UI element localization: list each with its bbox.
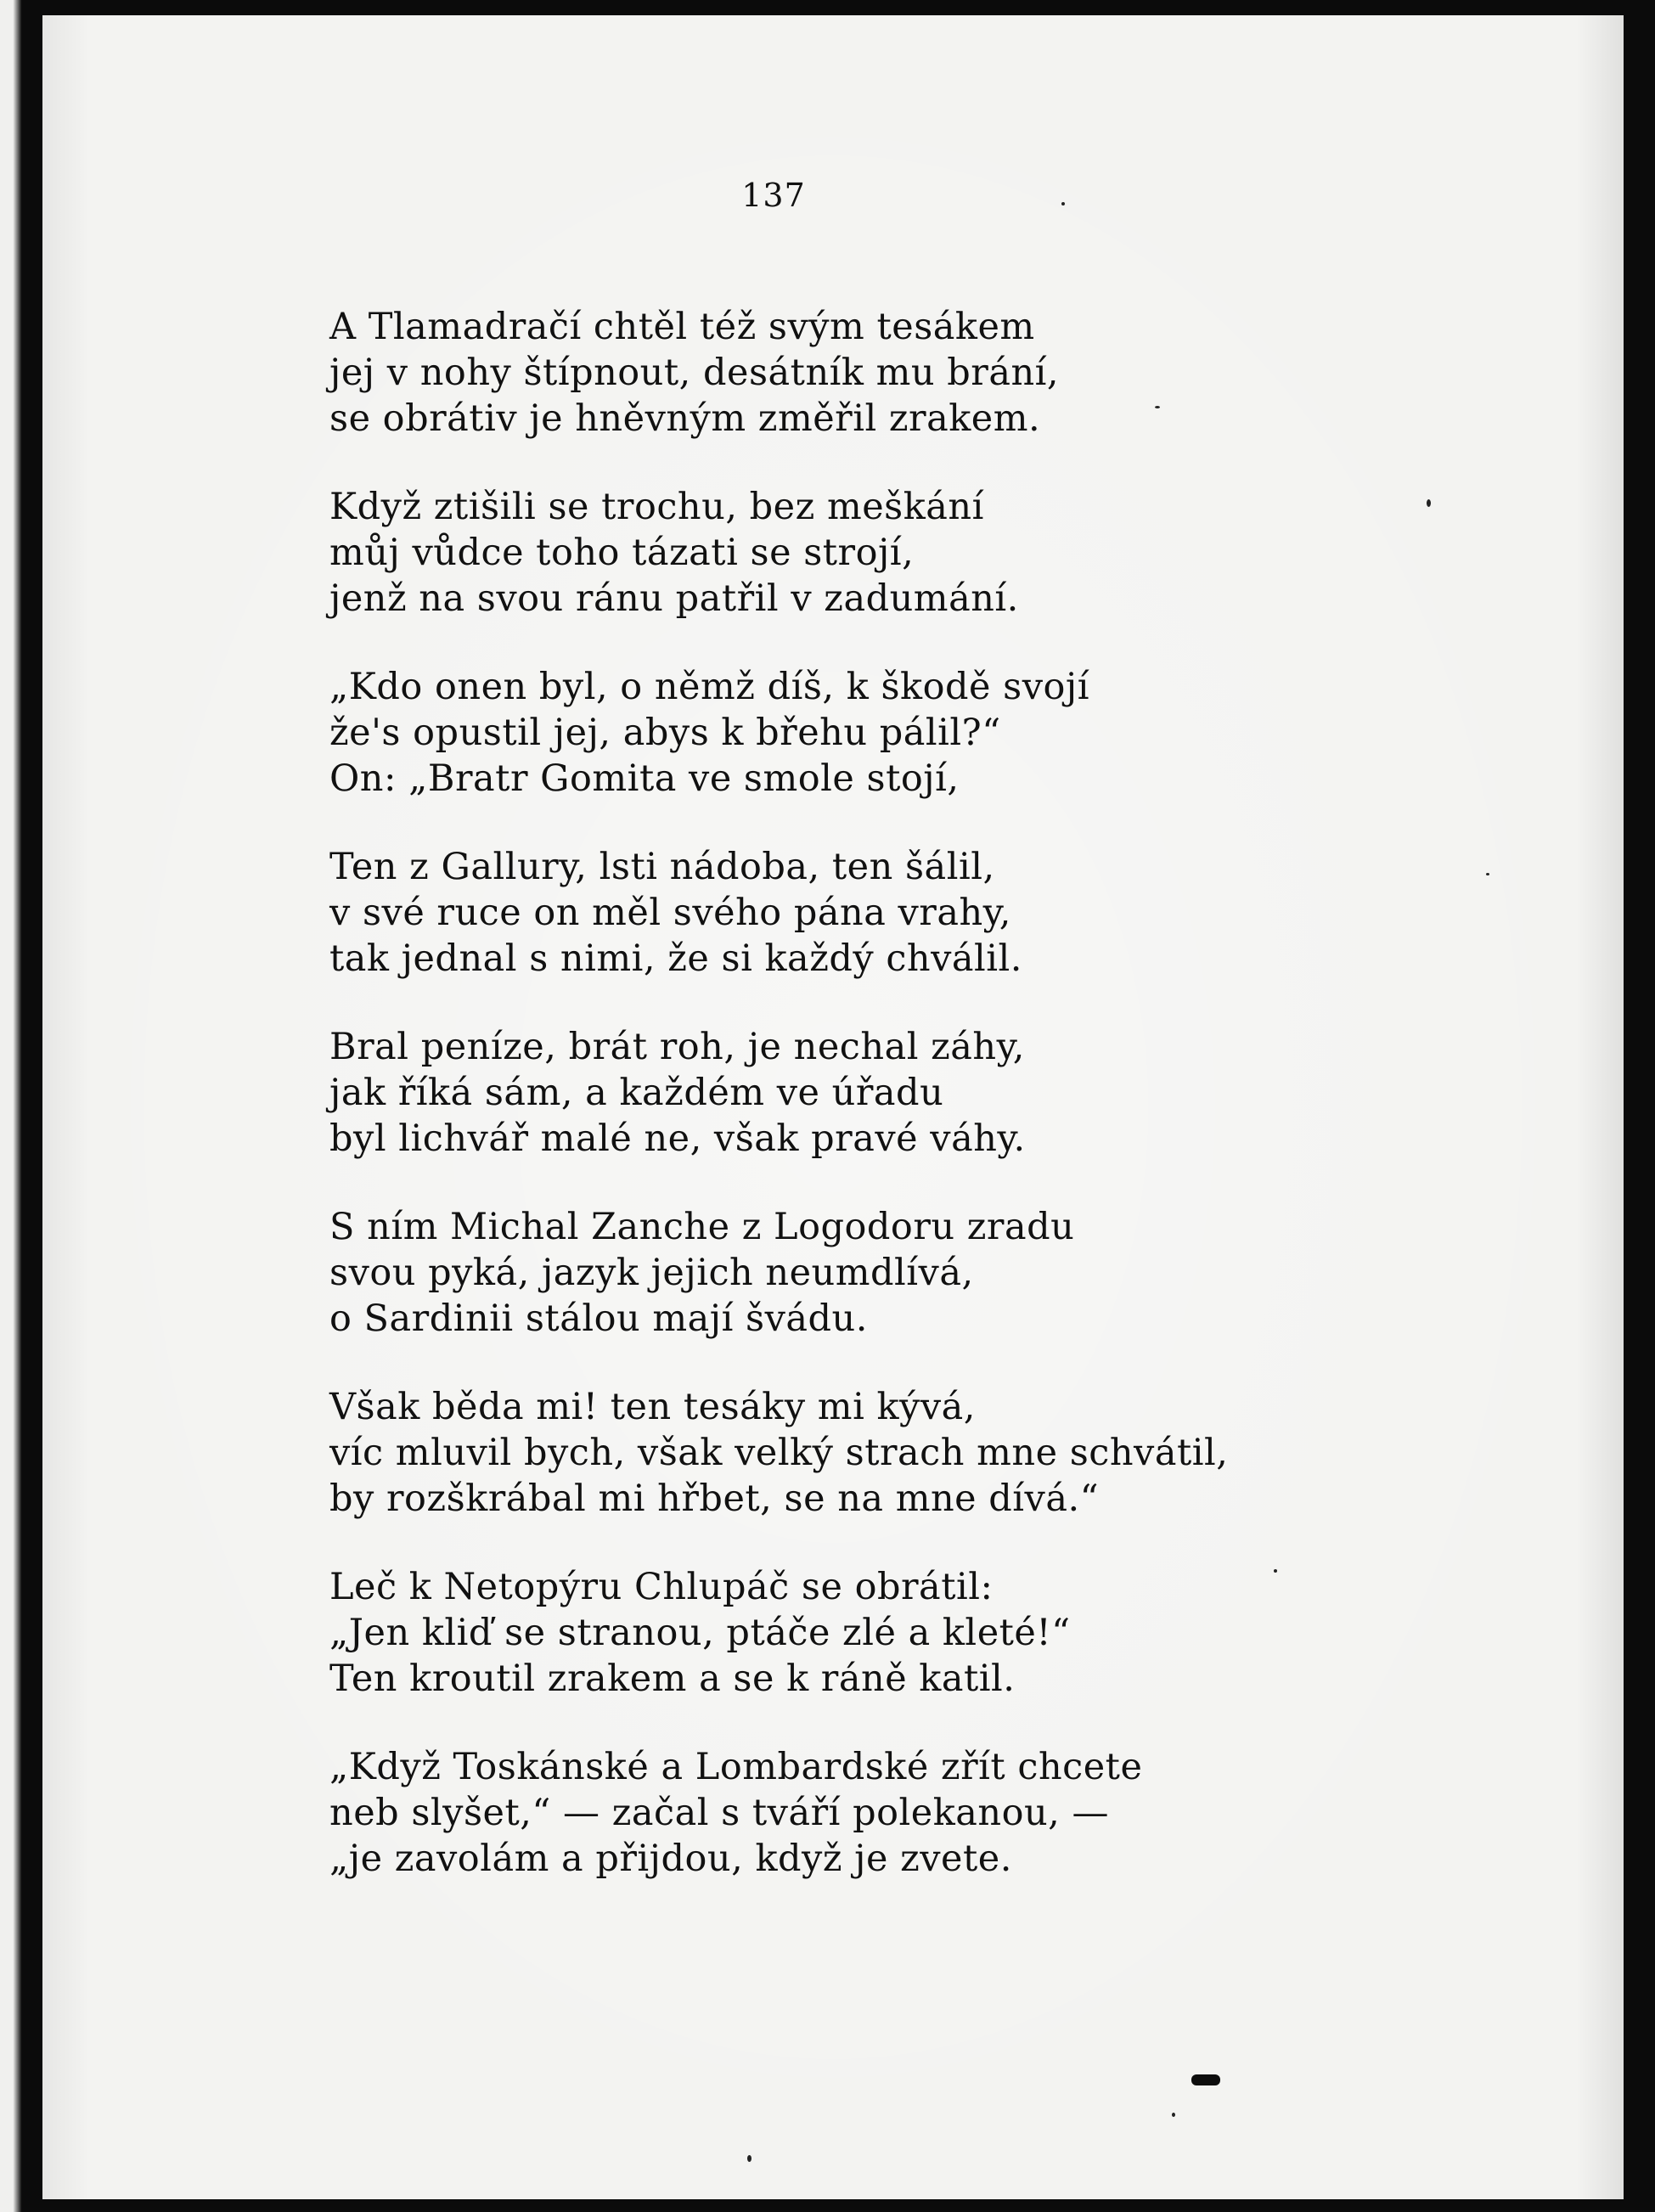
dust-speck — [1427, 499, 1431, 507]
poem-text — [329, 304, 1348, 1924]
verse-line: Však běda mi! ten tesáky mi kývá, — [329, 1386, 976, 1428]
verse-line: jak říká sám, a každém ve úřadu — [329, 1072, 944, 1114]
verse-line: Ten kroutil zrakem a se k ráně katil. — [329, 1658, 1016, 1700]
verse-line: se obrátiv je hněvným změřil zrakem. — [329, 397, 1041, 440]
verse-line: svou pyká, jazyk jejich neumdlívá, — [329, 1252, 974, 1294]
verse-line: Ten z Gallury, lsti nádoba, ten šálil, — [329, 846, 995, 888]
verse-line: jenž na svou ránu patřil v zadumání. — [329, 577, 1019, 620]
verse-line: tak jednal s nimi, že si každý chválil. — [329, 937, 1022, 980]
verse-line: On: „Bratr Gomita ve smole stojí, — [329, 757, 960, 800]
verse-line: že's opustil jej, abys k břehu pálil?“ — [329, 712, 1001, 754]
verse-line: můj vůdce toho tázati se strojí, — [329, 532, 915, 574]
stanza — [329, 1384, 1348, 1522]
dust-speck — [1061, 202, 1065, 205]
verse-line: „Kdo onen byl, o němž díš, k škodě svojí — [329, 666, 1089, 708]
page-binding-edge — [0, 0, 29, 2212]
dust-speck — [1486, 873, 1489, 875]
verse-line: by rozškrábal mi hřbet, se na mne dívá.“ — [329, 1477, 1100, 1520]
verse-line: Leč k Netopýru Chlupáč se obrátil: — [329, 1566, 994, 1608]
verse-line: jej v nohy štípnout, desátník mu brání, — [329, 352, 1060, 394]
stanza — [329, 484, 1348, 622]
ink-smudge — [1191, 2074, 1220, 2085]
book-page — [42, 15, 1624, 2199]
dust-speck — [1155, 406, 1160, 408]
dust-speck — [1172, 2113, 1175, 2117]
verse-line: Když ztišili se trochu, bez meškání — [329, 486, 984, 528]
page-number: 137 — [741, 177, 806, 214]
verse-line: v své ruce on měl svého pána vrahy, — [329, 892, 1011, 934]
stanza — [329, 304, 1348, 442]
verse-line: S ním Michal Zanche z Logodoru zradu — [329, 1206, 1075, 1248]
stanza — [329, 664, 1348, 802]
verse-line: o Sardinii stálou mají švádu. — [329, 1297, 868, 1340]
stanza — [329, 844, 1348, 982]
stanza — [329, 1744, 1348, 1882]
dust-speck — [747, 2155, 752, 2162]
verse-line: Bral peníze, brát roh, je nechal záhy, — [329, 1026, 1025, 1068]
verse-line: víc mluvil bych, však velký strach mne schvátil, — [329, 1432, 1229, 1474]
stanza — [329, 1204, 1348, 1342]
stanza — [329, 1564, 1348, 1702]
verse-line: neb slyšet,“ — začal s tváří polekanou, — — [329, 1792, 1109, 1834]
verse-line: „Když Toskánské a Lombardské zřít chcete — [329, 1746, 1143, 1788]
verse-line: „Jen kliď se stranou, ptáče zlé a kleté!“ — [329, 1612, 1071, 1654]
verse-line: „je zavolám a přijdou, když je zvete. — [329, 1838, 1012, 1880]
dust-speck — [1274, 1569, 1277, 1573]
verse-line: byl lichvář malé ne, však pravé váhy. — [329, 1117, 1026, 1160]
verse-line: A Tlamadračí chtěl též svým tesákem — [329, 306, 1035, 348]
stanza — [329, 1024, 1348, 1162]
